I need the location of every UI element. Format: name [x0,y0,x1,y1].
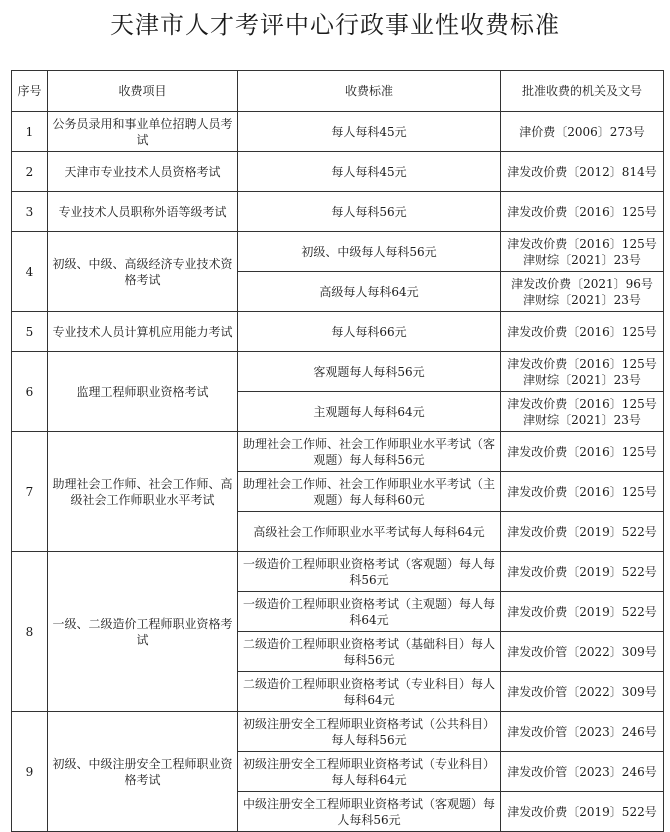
fee-standard: 每人每科66元 [238,312,501,352]
fee-standard: 高级每人每科64元 [238,272,501,312]
approval-authority: 津发改价费〔2012〕814号 [501,152,664,192]
table-row [12,552,664,592]
row-number: 4 [12,232,48,312]
approval-authority: 津发改价管〔2022〕309号 [501,632,664,672]
fee-standard: 初级注册安全工程师职业资格考试（专业科目）每人每科64元 [238,752,501,792]
fee-item: 专业技术人员职称外语等级考试 [48,192,238,232]
fee-item: 初级、中级注册安全工程师职业资格考试 [48,712,238,832]
table-row [12,712,664,752]
fee-item: 初级、中级、高级经济专业技术资格考试 [48,232,238,312]
fee-standard: 助理社会工作师、社会工作师职业水平考试（客观题）每人每科56元 [238,432,501,472]
approval-authority: 津价费〔2006〕273号 [501,112,664,152]
approval-authority: 津发改价费〔2019〕522号 [501,552,664,592]
row-number: 7 [12,432,48,552]
fee-item: 监理工程师职业资格考试 [48,352,238,432]
fee-standard: 每人每科45元 [238,152,501,192]
approval-authority: 津发改价费〔2016〕125号 [501,432,664,472]
fee-standard: 初级注册安全工程师职业资格考试（公共科目）每人每科56元 [238,712,501,752]
fee-standard: 每人每科56元 [238,192,501,232]
fee-item: 一级、二级造价工程师职业资格考试 [48,552,238,712]
table-row [12,232,664,272]
fee-standard: 每人每科45元 [238,112,501,152]
header-standard: 收费标准 [238,71,501,112]
fee-standard: 主观题每人每科64元 [238,392,501,432]
approval-authority: 津发改价费〔2016〕125号 津财综〔2021〕23号 [501,392,664,432]
fee-item: 助理社会工作师、社会工作师、高级社会工作师职业水平考试 [48,432,238,552]
approval-authority: 津发改价费〔2016〕125号 津财综〔2021〕23号 [501,352,664,392]
approval-authority: 津发改价费〔2019〕522号 [501,792,664,832]
approval-authority: 津发改价管〔2022〕309号 [501,672,664,712]
fee-item: 公务员录用和事业单位招聘人员考试 [48,112,238,152]
row-number: 1 [12,112,48,152]
fee-item: 专业技术人员计算机应用能力考试 [48,312,238,352]
row-number: 3 [12,192,48,232]
approval-authority: 津发改价管〔2023〕246号 [501,712,664,752]
fee-standard: 二级造价工程师职业资格考试（基础科目）每人每科56元 [238,632,501,672]
row-number: 5 [12,312,48,352]
fee-table-body [12,112,664,832]
approval-authority: 津发改价费〔2019〕522号 [501,592,664,632]
row-number: 9 [12,712,48,832]
table-row [12,312,664,352]
fee-standard: 高级社会工作师职业水平考试每人每科64元 [238,512,501,552]
approval-authority: 津发改价费〔2021〕96号 津财综〔2021〕23号 [501,272,664,312]
fee-standard: 二级造价工程师职业资格考试（专业科目）每人每科64元 [238,672,501,712]
table-header-row [12,71,664,112]
fee-standard: 中级注册安全工程师职业资格考试（客观题）每人每科56元 [238,792,501,832]
approval-authority: 津发改价费〔2016〕125号 [501,312,664,352]
header-authority: 批准收费的机关及文号 [501,71,664,112]
fee-table [11,70,664,832]
fee-standard: 一级造价工程师职业资格考试（客观题）每人每科56元 [238,552,501,592]
table-row [12,352,664,392]
table-row [12,152,664,192]
header-no: 序号 [12,71,48,112]
table-row [12,432,664,472]
table-row [12,192,664,232]
approval-authority: 津发改价管〔2023〕246号 [501,752,664,792]
page-title: 天津市人才考评中心行政事业性收费标准 [110,11,560,39]
fee-standard: 助理社会工作师、社会工作师职业水平考试（主观题）每人每科60元 [238,472,501,512]
approval-authority: 津发改价费〔2016〕125号 津财综〔2021〕23号 [501,232,664,272]
header-item: 收费项目 [48,71,238,112]
fee-standard: 一级造价工程师职业资格考试（主观题）每人每科64元 [238,592,501,632]
row-number: 2 [12,152,48,192]
approval-authority: 津发改价费〔2016〕125号 [501,472,664,512]
approval-authority: 津发改价费〔2016〕125号 [501,192,664,232]
fee-standard: 初级、中级每人每科56元 [238,232,501,272]
row-number: 8 [12,552,48,712]
approval-authority: 津发改价费〔2019〕522号 [501,512,664,552]
row-number: 6 [12,352,48,432]
fee-item: 天津市专业技术人员资格考试 [48,152,238,192]
table-row [12,112,664,152]
fee-standard: 客观题每人每科56元 [238,352,501,392]
